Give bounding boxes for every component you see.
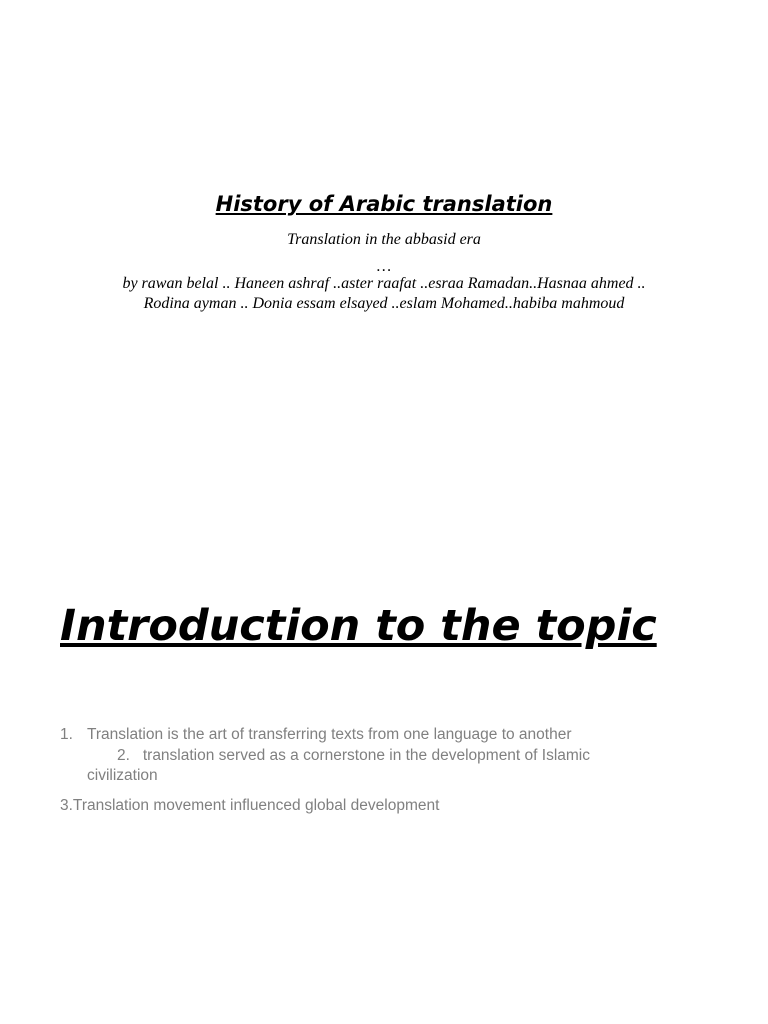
document-title: History of Arabic translation <box>215 192 553 216</box>
ellipsis: … <box>376 258 392 275</box>
authors: by rawan belal .. Haneen ashraf ..aster raafat ..esraa Ramadan..Hasnaa ahmed .. Rodina ayman .. Donia essam elsayed ..eslam Mohamed..habiba mahmoud <box>122 275 646 312</box>
list-item-1-number: 1. <box>60 726 73 743</box>
list-item-2: 2. translation served as a cornerstone in the development of Islamic civilization <box>87 747 595 784</box>
list-item-3: 3.Translation movement influenced global development <box>60 797 440 814</box>
list-item-1: Translation is the art of transferring texts from one language to another <box>87 726 572 743</box>
subtitle: Translation in the abbasid era <box>287 231 481 248</box>
section-heading: Introduction to the topic <box>60 601 657 651</box>
